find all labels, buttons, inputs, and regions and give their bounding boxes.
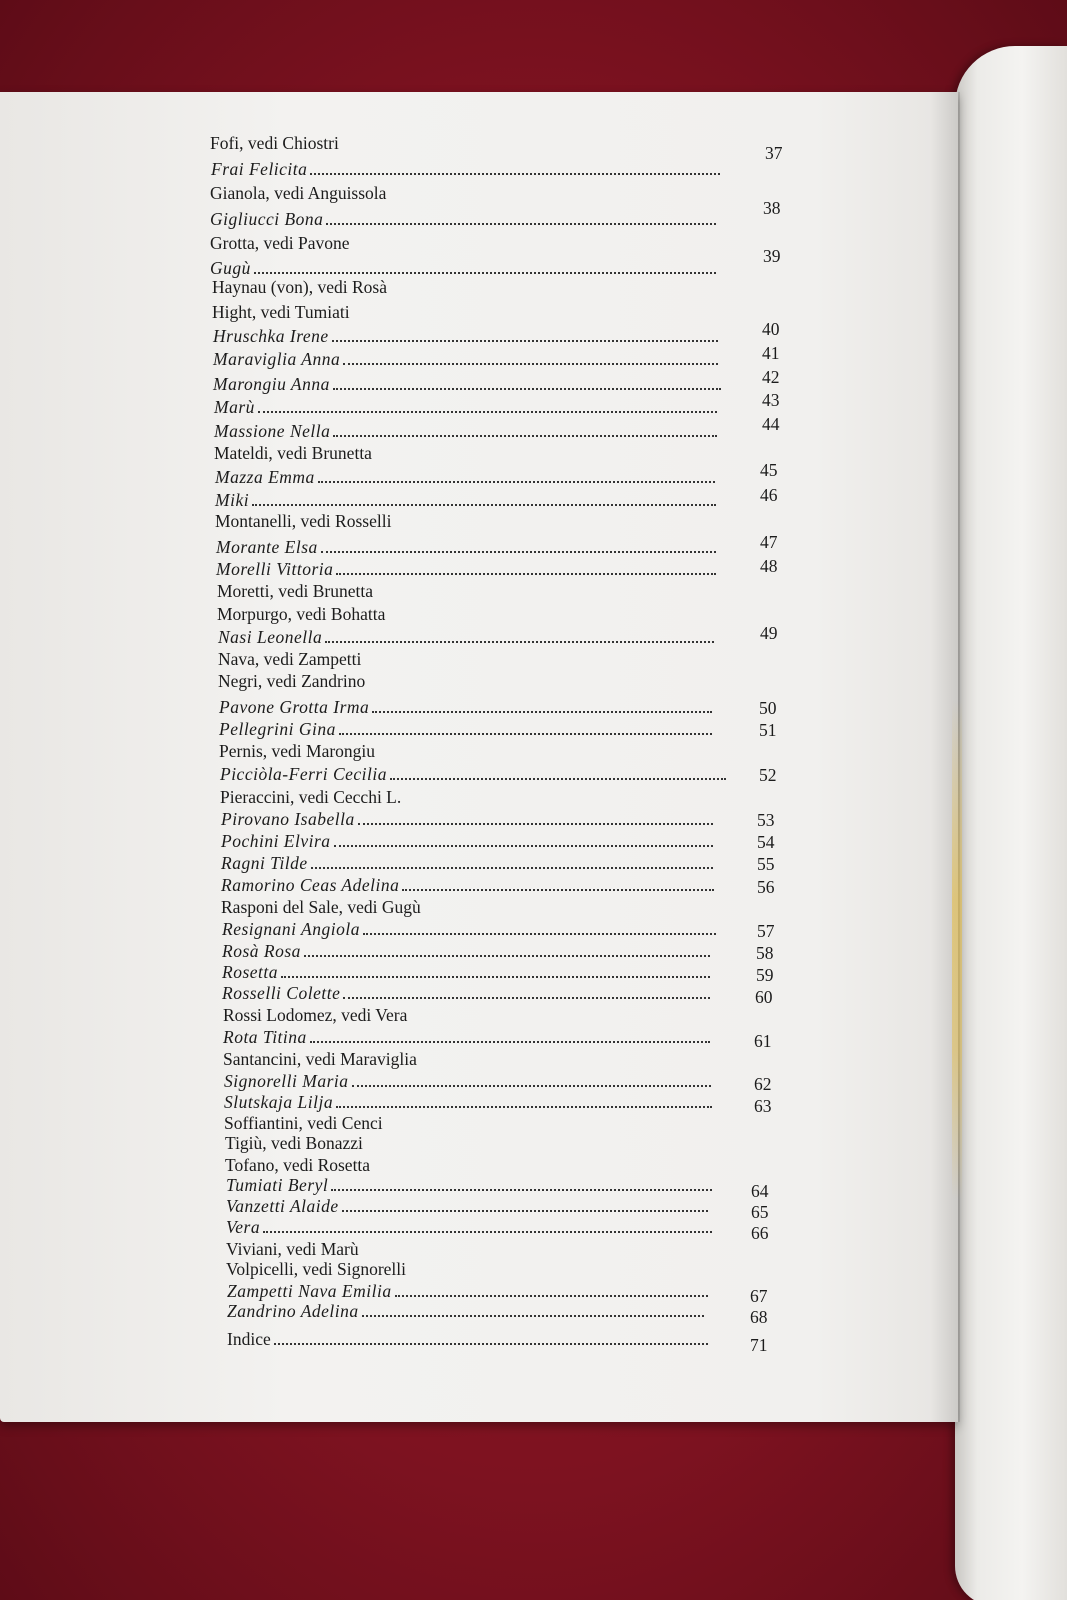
index-entry-pavone-grotta-irma [219, 696, 369, 718]
page-number: 52 [759, 765, 777, 785]
page-number: 59 [756, 965, 774, 985]
dot-leader [333, 435, 717, 437]
entry-name: Santancini, vedi Maraviglia [223, 1049, 417, 1069]
entry-name: Mazza Emma [215, 467, 315, 487]
entry-name: Slutskaja Lilja [224, 1092, 334, 1112]
entry-name: Resignani Angiola [222, 919, 360, 939]
index-entry-ros-rosa [222, 940, 301, 962]
index-entry-negri-vedi-zandrino [218, 670, 365, 692]
dot-leader [343, 997, 710, 999]
dot-leader [318, 481, 715, 483]
page-number: 46 [760, 485, 778, 505]
entry-name: Viviani, vedi Marù [226, 1239, 359, 1259]
dot-leader [372, 711, 712, 713]
index-entry-santancini-vedi-maraviglia [223, 1048, 417, 1070]
page-number: 51 [759, 720, 777, 740]
page-number: 62 [754, 1074, 772, 1094]
index-entry-indice [227, 1328, 271, 1350]
page-number: 56 [757, 877, 775, 897]
index-entry-pernis-vedi-marongiu [219, 740, 375, 762]
dot-leader [390, 778, 726, 780]
dot-leader [310, 173, 720, 175]
dot-leader [362, 1315, 704, 1317]
entry-name: Pirovano Isabella [221, 809, 355, 829]
entry-name: Rota Titina [223, 1027, 307, 1047]
page-number: 44 [762, 414, 780, 434]
page-number: 43 [762, 390, 780, 410]
page-number: 53 [757, 810, 775, 830]
entry-name: Rosà Rosa [222, 941, 301, 961]
entry-name: Hruschka Irene [213, 326, 329, 346]
index-entry-marongiu-anna [213, 373, 330, 395]
dot-leader [333, 388, 721, 390]
page-number: 60 [755, 987, 773, 1007]
entry-name: Negri, vedi Zandrino [218, 671, 366, 691]
index-entry-pochini-elvira [221, 830, 331, 852]
index-entry-tumiati-beryl [226, 1174, 328, 1196]
dot-leader [358, 823, 713, 825]
entry-name: Gigliucci Bona [210, 209, 324, 229]
index-entry-pirovano-isabella [221, 808, 355, 830]
entry-name: Morante Elsa [216, 537, 318, 557]
page-number: 47 [760, 532, 778, 552]
page-number: 65 [751, 1202, 769, 1222]
index-entry-haynau-von-vedi-ros [212, 276, 387, 298]
index-entry-zandrino-adelina [227, 1300, 359, 1322]
index-entry-rosselli-colette [222, 982, 340, 1004]
index-entry-vanzetti-alaide [226, 1195, 339, 1217]
index-entry-ramorino-ceas-adelina [221, 874, 399, 896]
page-number: 45 [760, 460, 778, 480]
dot-leader [252, 504, 716, 506]
dot-leader [336, 1106, 712, 1108]
dot-leader [402, 889, 714, 891]
page-number: 67 [750, 1286, 768, 1306]
entry-name: Moretti, vedi Brunetta [217, 581, 374, 601]
entry-name: Marù [214, 397, 255, 417]
dot-leader [352, 1085, 711, 1087]
entry-name: Montanelli, vedi Rosselli [215, 511, 392, 531]
dot-leader [281, 976, 710, 978]
entry-name: Morelli Vittoria [216, 559, 334, 579]
entry-name: Zampetti Nava Emilia [227, 1281, 392, 1301]
dot-leader [326, 223, 716, 225]
entry-name: Indice [227, 1329, 271, 1349]
index-entry-morante-elsa [216, 536, 318, 558]
entry-name: Frai Felicita [211, 159, 308, 179]
index-entry-tofano-vedi-rosetta [225, 1154, 370, 1176]
entry-name: Mateldi, vedi Brunetta [214, 443, 372, 463]
entry-name: Rosselli Colette [222, 983, 341, 1003]
entry-name: Gianola, vedi Anguissola [210, 183, 387, 203]
index-entry-miki [215, 489, 249, 511]
dot-leader [334, 845, 713, 847]
dot-leader [339, 733, 712, 735]
entry-name: Ramorino Ceas Adelina [221, 875, 400, 895]
entry-name: Pavone Grotta Irma [219, 697, 370, 717]
dot-leader [263, 1231, 712, 1233]
index-entry-mateldi-vedi-brunetta [214, 442, 372, 464]
entry-name: Miki [215, 490, 250, 510]
entry-name: Ragni Tilde [221, 853, 308, 873]
index-entry-montanelli-vedi-rosselli [215, 510, 391, 532]
entry-name: Gugù [210, 258, 251, 278]
page-number: 50 [759, 698, 777, 718]
page-number: 39 [763, 246, 781, 266]
dot-leader [395, 1295, 708, 1297]
index-entry-rossi-lodomez-vedi-vera [223, 1004, 407, 1026]
entry-name: Pernis, vedi Marongiu [219, 741, 376, 761]
entry-name: Nava, vedi Zampetti [218, 649, 362, 669]
entry-name: Tumiati Beryl [226, 1175, 329, 1195]
page-number: 68 [750, 1307, 768, 1327]
index-entry-volpicelli-vedi-signorelli [226, 1258, 406, 1280]
entry-name: Haynau (von), vedi Rosà [212, 277, 387, 297]
dot-leader [363, 933, 716, 935]
index-entry-nasi-leonella [218, 626, 322, 648]
page-number: 71 [750, 1335, 768, 1355]
entry-name: Tofano, vedi Rosetta [225, 1155, 371, 1175]
dot-leader [321, 551, 716, 553]
index-entry-viviani-vedi-mar [226, 1238, 359, 1260]
entry-name: Volpicelli, vedi Signorelli [226, 1259, 407, 1279]
index-entry-picci-la-ferri-cecilia [220, 763, 387, 785]
entry-name: Pellegrini Gina [219, 719, 336, 739]
entry-name: Maraviglia Anna [213, 349, 341, 369]
page-number: 63 [754, 1096, 772, 1116]
dot-leader [274, 1343, 708, 1345]
index-entry-pieraccini-vedi-cecchi-l [220, 786, 401, 808]
index-entry-ragni-tilde [221, 852, 308, 874]
entry-name: Hight, vedi Tumiati [212, 302, 350, 322]
index-entry-massione-nella [214, 420, 330, 442]
entry-name: Signorelli Maria [224, 1071, 349, 1091]
dot-leader [343, 363, 718, 365]
index-entry-zampetti-nava-emilia [227, 1280, 392, 1302]
index-entry-gigliucci-bona [210, 208, 323, 230]
index-entry-fofi-vedi-chiostri [210, 132, 339, 154]
page-number: 58 [756, 943, 774, 963]
index-entry-resignani-angiola [222, 918, 360, 940]
dot-leader [310, 1041, 710, 1043]
index-entry-rota-titina [223, 1026, 307, 1048]
index-entry-slutskaja-lilja [224, 1091, 333, 1113]
entry-name: Marongiu Anna [213, 374, 330, 394]
dot-leader [311, 867, 713, 869]
entry-name: Tigiù, vedi Bonazzi [225, 1133, 363, 1153]
index-entry-gianola-vedi-anguissola [210, 182, 386, 204]
index-entry-pellegrini-gina [219, 718, 336, 740]
dot-leader [332, 340, 718, 342]
page-number: 61 [754, 1031, 772, 1051]
page-number: 38 [763, 198, 781, 218]
index-entry-maraviglia-anna [213, 348, 340, 370]
index-entry-mazza-emma [215, 466, 315, 488]
index-entry-rasponi-del-sale-vedi-gug [221, 896, 421, 918]
index-entry-rosetta [222, 961, 278, 983]
page-number: 64 [751, 1181, 769, 1201]
dot-leader [325, 641, 714, 643]
dot-leader [331, 1189, 712, 1191]
index-entry-frai-felicita [211, 158, 307, 180]
entry-name: Rasponi del Sale, vedi Gugù [221, 897, 421, 917]
dot-leader [254, 272, 716, 274]
entry-name: Morpurgo, vedi Bohatta [217, 604, 386, 624]
entry-name: Picciòla-Ferri Cecilia [220, 764, 387, 784]
page-number: 66 [751, 1223, 769, 1243]
index-entry-morelli-vittoria [216, 558, 333, 580]
entry-name: Massione Nella [214, 421, 331, 441]
index-entry-mar [214, 396, 255, 418]
entry-name: Nasi Leonella [218, 627, 323, 647]
index-entry-signorelli-maria [224, 1070, 349, 1092]
entry-name: Pieraccini, vedi Cecchi L. [220, 787, 402, 807]
index-entry-vera [226, 1216, 260, 1238]
page-number: 37 [765, 143, 783, 163]
dot-leader [336, 573, 716, 575]
entry-name: Pochini Elvira [221, 831, 331, 851]
index-entry-nava-vedi-zampetti [218, 648, 361, 670]
entry-name: Zandrino Adelina [227, 1301, 359, 1321]
entry-name: Rosetta [222, 962, 278, 982]
index-entry-hruschka-irene [213, 325, 329, 347]
dot-leader [258, 411, 717, 413]
index-entry-morpurgo-vedi-bohatta [217, 603, 385, 625]
page-number: 55 [757, 854, 775, 874]
index-entry-moretti-vedi-brunetta [217, 580, 373, 602]
entry-name: Rossi Lodomez, vedi Vera [223, 1005, 408, 1025]
page-number: 42 [762, 367, 780, 387]
entry-name: Fofi, vedi Chiostri [210, 133, 339, 153]
index-entry-grotta-vedi-pavone [210, 232, 349, 254]
entry-name: Soffiantini, vedi Cenci [224, 1113, 383, 1133]
dot-leader [342, 1210, 708, 1212]
page-number: 40 [762, 319, 780, 339]
entry-name: Vera [226, 1217, 261, 1237]
dot-leader [304, 955, 710, 957]
index-entry-tigi-vedi-bonazzi [225, 1132, 363, 1154]
entry-name: Vanzetti Alaide [226, 1196, 339, 1216]
page-number: 41 [762, 343, 780, 363]
index-entry-hight-vedi-tumiati [212, 301, 350, 323]
page-number: 48 [760, 556, 778, 576]
page-number: 54 [757, 832, 775, 852]
index-entry-soffiantini-vedi-cenci [224, 1112, 383, 1134]
entry-name: Grotta, vedi Pavone [210, 233, 350, 253]
page-number: 49 [760, 623, 778, 643]
page-number: 57 [757, 921, 775, 941]
